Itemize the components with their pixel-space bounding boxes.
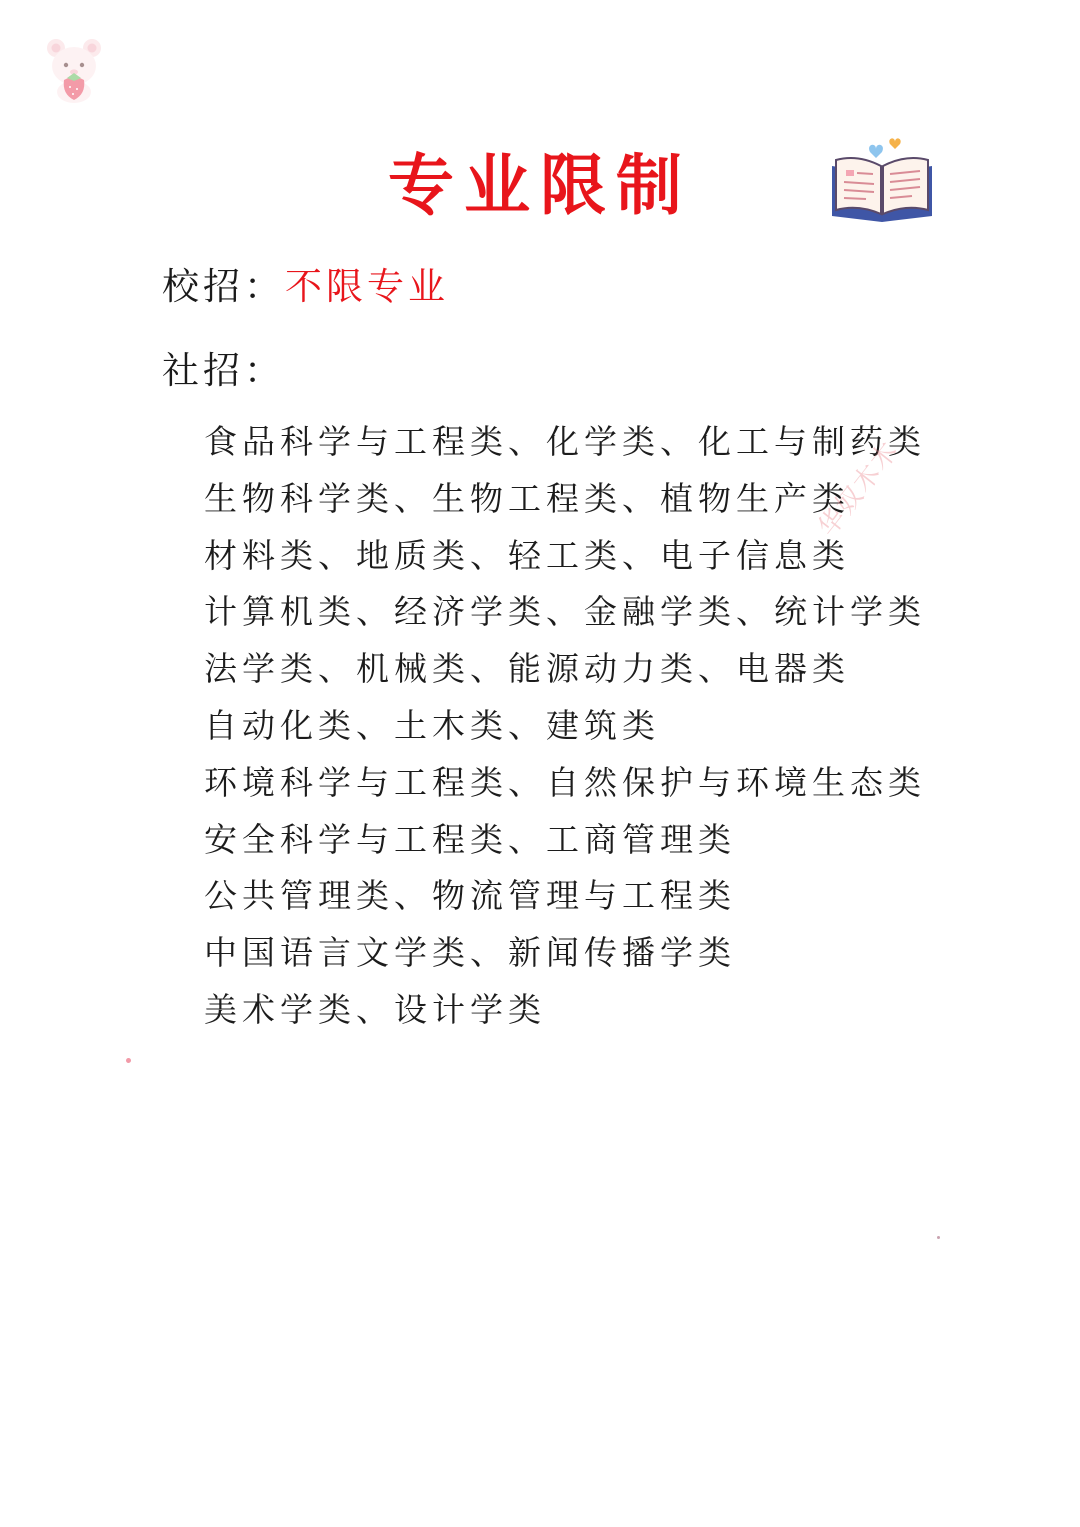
major-line: 环境科学与工程类、自然保护与环境生态类 (204, 762, 926, 802)
campus-value: 不限专业 (285, 265, 449, 308)
major-line: 自动化类、土木类、建筑类 (204, 705, 660, 745)
major-line: 中国语言文学类、新闻传播学类 (204, 933, 736, 973)
social-recruitment-label: 社招： (162, 349, 285, 392)
page-title: 专业限制 (388, 146, 692, 224)
campus-recruitment-row (162, 262, 449, 312)
bear-strawberry-icon (40, 34, 108, 104)
decorative-dot (126, 1058, 131, 1063)
major-line: 美术学类、设计学类 (204, 989, 546, 1029)
major-line: 食品科学与工程类、化学类、化工与制药类 (204, 422, 926, 461)
major-line: 公共管理类、物流管理与工程类 (204, 876, 736, 916)
campus-label: 校招： (162, 265, 285, 308)
major-line: 法学类、机械类、能源动力类、电器类 (204, 649, 850, 689)
major-line: 材料类、地质类、轻工类、电子信息类 (204, 535, 850, 575)
decorative-dot (937, 1236, 940, 1239)
major-line: 计算机类、经济学类、金融学类、统计学类 (204, 592, 926, 632)
major-line: 生物科学类、生物工程类、植物生产类 (204, 478, 850, 518)
watermark: 华奴木木 (812, 435, 906, 543)
open-book-hearts-icon (826, 136, 938, 222)
major-line: 安全科学与工程类、工商管理类 (204, 819, 736, 859)
